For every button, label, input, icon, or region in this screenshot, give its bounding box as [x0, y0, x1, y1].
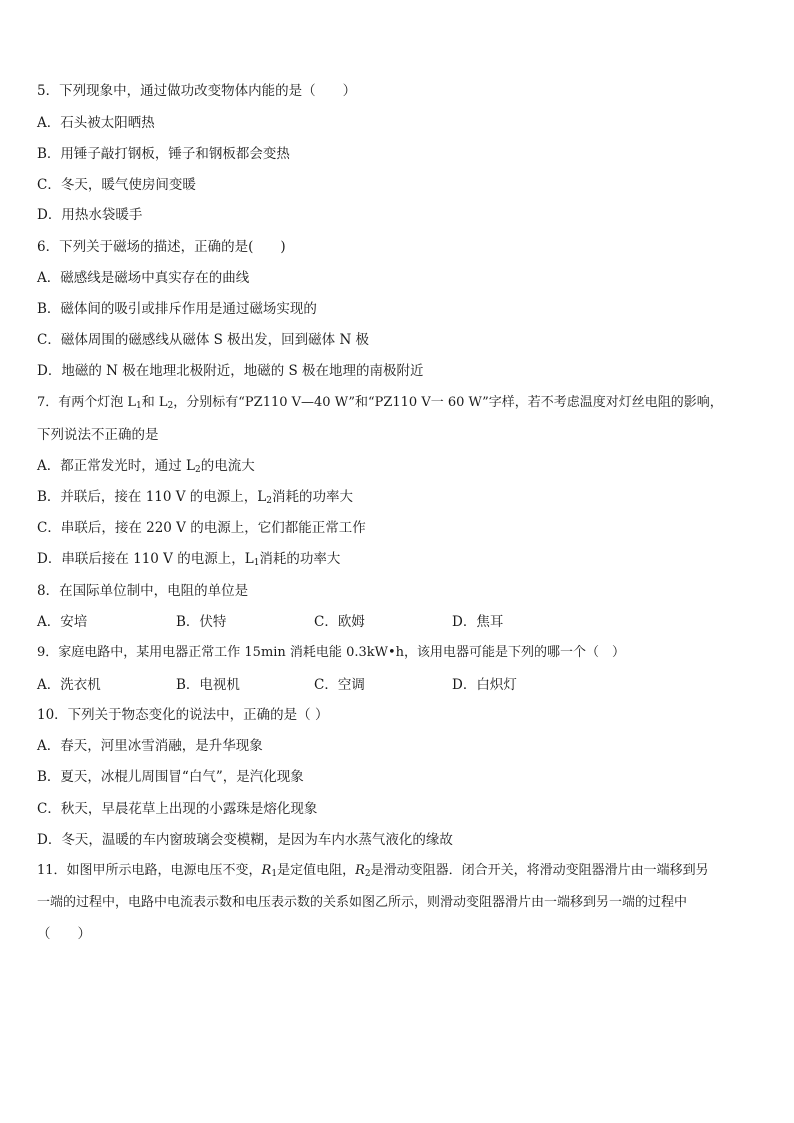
question-9-option-a: A．洗衣机 — [37, 677, 101, 693]
question-5-option-b: B．用锤子敲打钢板，锤子和钢板都会变热 — [37, 146, 290, 162]
question-9-option-d: D．白炽灯 — [452, 677, 517, 693]
question-8-stem: 8．在国际单位制中，电阻的单位是 — [37, 583, 249, 599]
question-6-option-a: A．磁感线是磁场中真实存在的曲线 — [37, 270, 250, 286]
question-10-option-b: B．夏天，冰棍儿周围冒“白气”，是汽化现象 — [37, 769, 304, 785]
question-9-option-b: B．电视机 — [176, 677, 240, 693]
question-10-option-a: A．春天，河里冰雪消融，是升华现象 — [37, 738, 263, 754]
question-11-stem: 11．如图甲所示电路，电源电压不变，$R_1$是定值电阻，$R_2$是滑动变阻器．闭合开关，将滑动变阻器滑片由一端移到另 — [37, 863, 709, 879]
question-10-stem: 10．下列关于物态变化的说法中，正确的是（ ） — [37, 707, 329, 723]
question-6-option-d: D．地磁的 N 极在地理北极附近，地磁的 S 极在地理的南极附近 — [37, 363, 424, 379]
question-8-option-c: C．欧姆 — [314, 614, 365, 630]
question-11-stem-line-2: 一端的过程中，电路中电流表示数和电压表示数的关系如图乙所示，则滑动变阻器滑片由一端移到另一端的过程中 — [37, 895, 688, 910]
question-6-option-b: B．磁体间的吸引或排斥作用是通过磁场实现的 — [37, 301, 317, 317]
question-8-option-a: A．安培 — [37, 614, 88, 630]
question-7-option-c: C．串联后，接在 220 V 的电源上，它们都能正常工作 — [37, 520, 366, 536]
question-7-stem: 7．有两个灯泡 $L_1$和 $L_2$，分别标有“PZ110 V—40 W”和“PZ110 V一 60 W”字样，若不考虑温度对灯丝电阻的影响， — [37, 395, 723, 411]
question-9-option-c: C．空调 — [314, 677, 365, 693]
question-7-option-a: A．都正常发光时，通过 $L_2$的电流大 — [37, 458, 255, 475]
question-7-stem-line-2: 下列说法不正确的是 — [37, 427, 159, 443]
question-5-stem: 5．下列现象中，通过做功改变物体内能的是（ ） — [37, 83, 357, 99]
question-7-option-b: B．并联后，接在 110 V 的电源上，$L_2$消耗的功率大 — [37, 489, 354, 506]
question-5-option-c: C．冬天，暖气使房间变暖 — [37, 177, 196, 193]
question-5-option-d: D．用热水袋暖手 — [37, 207, 143, 223]
question-10-option-c: C．秋天，早晨花草上出现的小露珠是熔化现象 — [37, 801, 318, 817]
question-8-option-b: B．伏特 — [176, 614, 227, 630]
question-9-stem: 9．家庭电路中，某用电器正常工作 15min 消耗电能 0.3kW•h，该用电器可能是下列的哪一个（ ） — [37, 645, 626, 660]
question-10-option-d: D．冬天，温暖的车内窗玻璃会变模糊，是因为车内水蒸气液化的缘故 — [37, 832, 453, 848]
question-6-stem: 6．下列关于磁场的描述，正确的是( ) — [37, 239, 286, 255]
question-5-option-a: A．石头被太阳晒热 — [37, 115, 155, 131]
question-6-option-c: C．磁体周围的磁感线从磁体 S 极出发，回到磁体 N 极 — [37, 332, 370, 348]
question-8-option-d: D．焦耳 — [452, 614, 504, 630]
question-11-stem-line-3: （ ） — [37, 926, 91, 942]
question-7-option-d: D．串联后接在 110 V 的电源上，$L_1$消耗的功率大 — [37, 551, 341, 568]
